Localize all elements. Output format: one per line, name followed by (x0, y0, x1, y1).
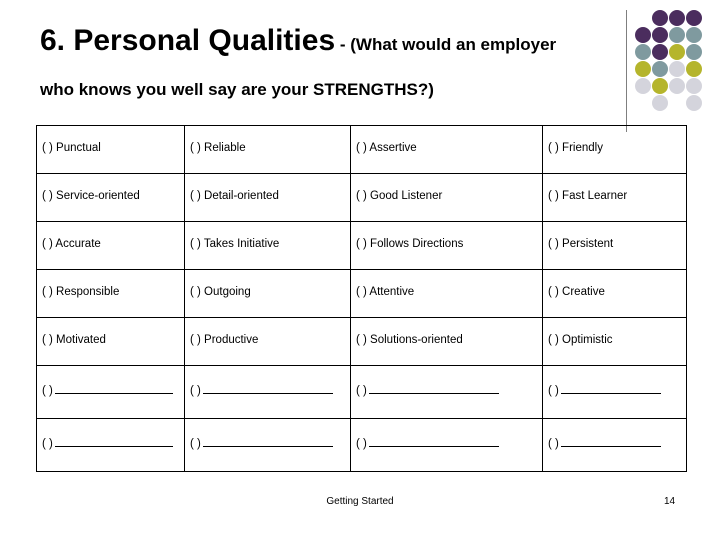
quality-label: ( ) Productive (190, 334, 259, 346)
table-row (37, 126, 687, 174)
quality-cell[interactable] (543, 318, 687, 366)
quality-label: ( ) Accurate (42, 238, 101, 250)
quality-cell[interactable] (543, 270, 687, 318)
table-row (37, 222, 687, 270)
page-number: 14 (664, 496, 676, 507)
quality-label: ( ) Optimistic (548, 334, 613, 346)
decorative-dot (686, 61, 702, 77)
quality-cell[interactable] (351, 270, 543, 318)
quality-label: ( ) Solutions-oriented (356, 334, 463, 346)
quality-label: ( ) Detail-oriented (190, 190, 279, 202)
quality-cell[interactable] (543, 222, 687, 270)
blank-write-in-line[interactable] (55, 435, 173, 447)
quality-cell[interactable] (185, 418, 351, 471)
blank-write-in-line[interactable] (203, 435, 333, 447)
quality-label: ( ) Attentive (356, 286, 415, 298)
decorative-dot (652, 44, 668, 60)
decorative-dot (652, 61, 668, 77)
decorative-dot (669, 44, 685, 60)
quality-cell[interactable] (37, 318, 185, 366)
quality-cell[interactable] (185, 126, 351, 174)
quality-cell[interactable] (185, 174, 351, 222)
quality-label: ( ) Creative (548, 286, 605, 298)
quality-label: ( ) (190, 437, 201, 450)
quality-cell[interactable] (185, 318, 351, 366)
quality-cell[interactable] (37, 174, 185, 222)
decorative-dot (652, 27, 668, 43)
blank-write-in-line[interactable] (369, 435, 499, 447)
decorative-dot (635, 61, 651, 77)
quality-label: ( ) Service-oriented (42, 190, 140, 202)
quality-cell[interactable] (351, 126, 543, 174)
blank-write-in-line[interactable] (561, 435, 661, 447)
table-row (37, 366, 687, 419)
quality-cell[interactable] (37, 418, 185, 471)
decorative-dot (669, 27, 685, 43)
table-row (37, 318, 687, 366)
blank-write-in-line[interactable] (203, 382, 333, 394)
quality-cell[interactable] (543, 126, 687, 174)
quality-label: ( ) Outgoing (190, 286, 251, 298)
decorative-dot (669, 10, 685, 26)
footer-label: Getting Started (326, 496, 394, 507)
quality-cell[interactable] (37, 366, 185, 419)
quality-label: ( ) (42, 437, 53, 450)
quality-label: ( ) Reliable (190, 142, 246, 154)
decorative-dot (652, 10, 668, 26)
decorative-dot (635, 27, 651, 43)
quality-cell[interactable] (351, 418, 543, 471)
slide-title (40, 24, 556, 58)
table-row (37, 418, 687, 471)
decorative-dot (686, 44, 702, 60)
title-line-2: who knows you well say are your STRENGTHS?) (40, 80, 434, 99)
quality-label: ( ) (356, 385, 367, 397)
quality-label: ( ) (548, 437, 559, 450)
blank-write-in-line[interactable] (55, 382, 173, 394)
title-main: 6. Personal Qualities (40, 24, 336, 57)
decorative-dot (686, 27, 702, 43)
quality-cell[interactable] (543, 174, 687, 222)
table-row (37, 174, 687, 222)
blank-write-in-line[interactable] (369, 382, 499, 394)
decorative-dot (686, 95, 702, 111)
quality-cell[interactable] (351, 366, 543, 419)
quality-cell[interactable] (37, 126, 185, 174)
qualities-table (36, 125, 687, 472)
quality-label: ( ) Motivated (42, 334, 106, 346)
quality-label: ( ) Friendly (548, 142, 603, 154)
quality-label: ( ) Responsible (42, 286, 120, 298)
divider-line (626, 10, 627, 132)
quality-cell[interactable] (37, 270, 185, 318)
blank-write-in-line[interactable] (561, 382, 661, 394)
quality-cell[interactable] (351, 174, 543, 222)
decorative-dot (686, 78, 702, 94)
quality-cell[interactable] (185, 270, 351, 318)
decorative-dot (635, 44, 651, 60)
quality-label: ( ) (356, 437, 367, 450)
table-row (37, 270, 687, 318)
quality-cell[interactable] (185, 222, 351, 270)
quality-cell[interactable] (543, 366, 687, 419)
quality-label: ( ) Follows Directions (356, 238, 464, 250)
quality-cell[interactable] (185, 366, 351, 419)
decorative-dot (652, 78, 668, 94)
quality-label: ( ) (548, 385, 559, 397)
decorative-dot (652, 95, 668, 111)
quality-label: ( ) (190, 385, 201, 397)
quality-label: ( ) Fast Learner (548, 190, 628, 202)
decorative-dot (669, 61, 685, 77)
quality-label: ( ) Punctual (42, 142, 101, 154)
quality-label: ( ) Good Listener (356, 190, 443, 202)
quality-label: ( ) Assertive (356, 142, 417, 154)
decorative-dot (686, 10, 702, 26)
quality-label: ( ) Persistent (548, 238, 614, 250)
quality-label: ( ) (42, 385, 53, 397)
quality-cell[interactable] (351, 318, 543, 366)
quality-label: ( ) Takes Initiative (190, 238, 280, 250)
decorative-dot (635, 78, 651, 94)
quality-cell[interactable] (351, 222, 543, 270)
decorative-dot (669, 78, 685, 94)
quality-cell[interactable] (543, 418, 687, 471)
quality-cell[interactable] (37, 222, 185, 270)
title-subtitle: - (What would an employer (335, 35, 557, 54)
